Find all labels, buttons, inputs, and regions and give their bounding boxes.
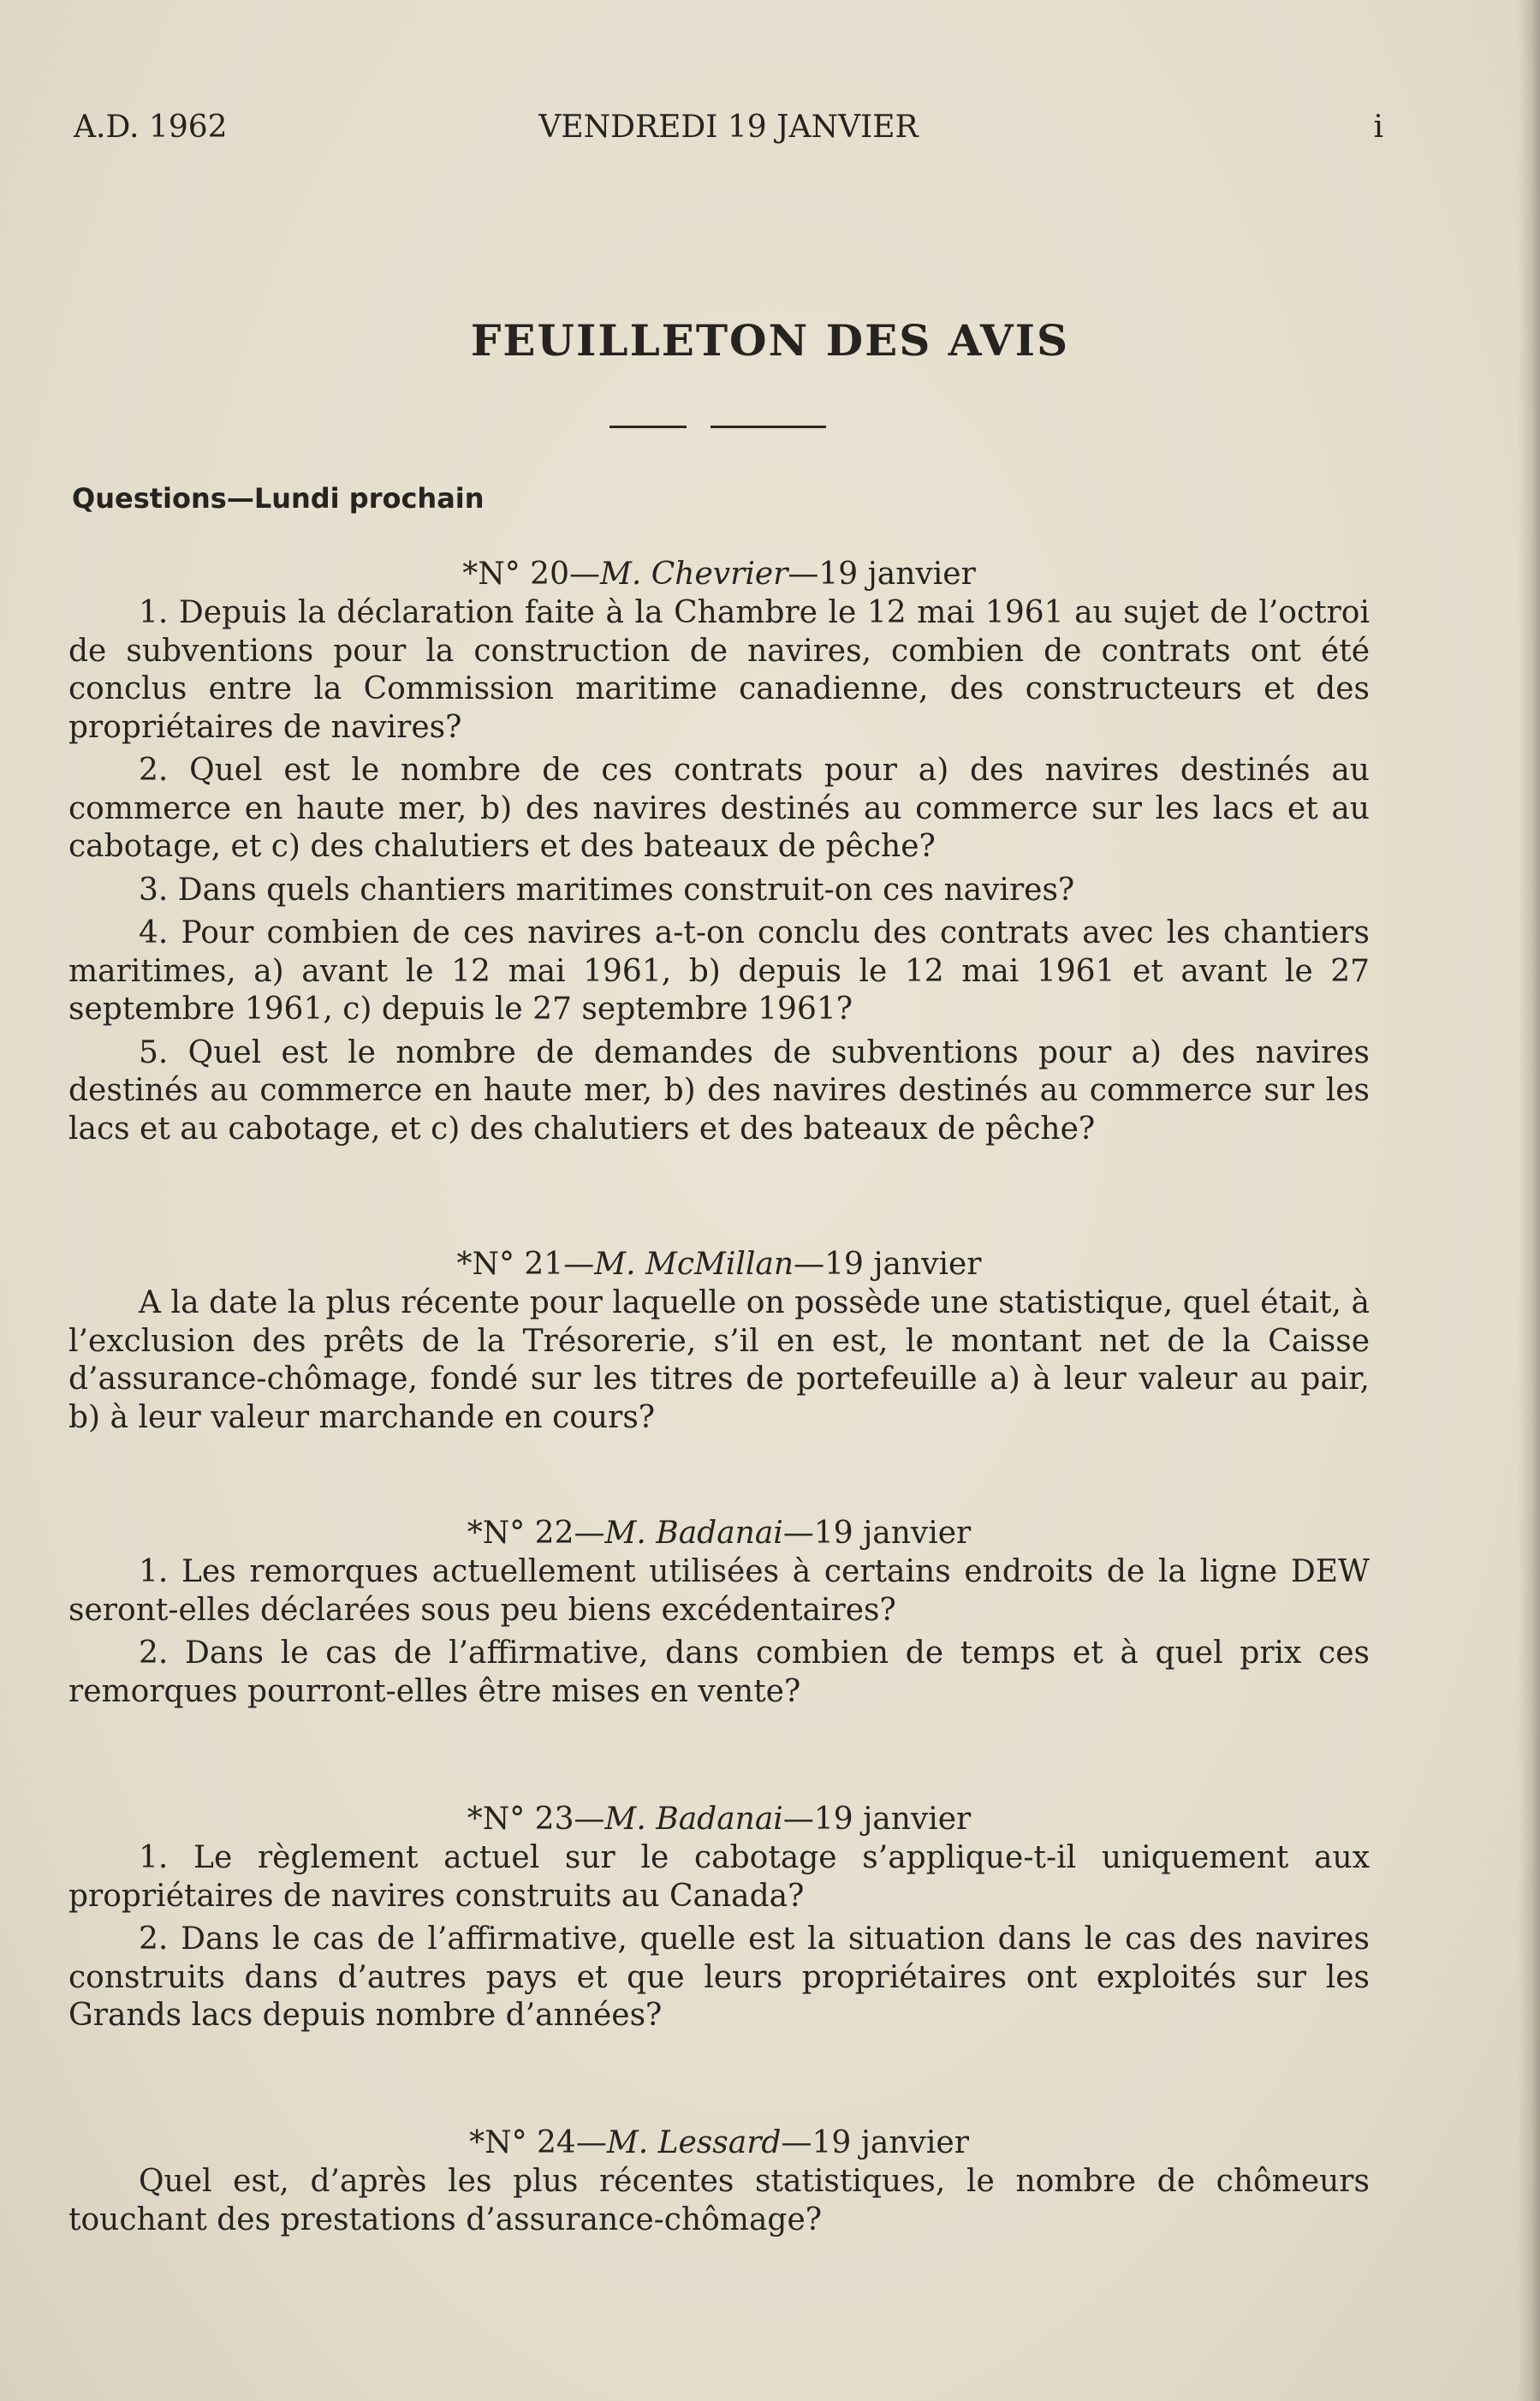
question-number: *N° 20— xyxy=(462,557,600,592)
question-21 xyxy=(68,1245,1370,1442)
question-heading xyxy=(68,1800,1370,1839)
question-paragraph: 2. Dans le cas de l’affirmative, quelle est la situation dans le cas des navires construits dans d’autres pays et que leurs propriétaires ont exploités sur les Grands lacs depuis nombre d’années? xyxy=(68,1921,1370,2033)
question-paragraph: 3. Dans quels chantiers maritimes construit-on ces navires? xyxy=(139,872,1075,908)
running-header xyxy=(74,110,1383,151)
question-20 xyxy=(68,555,1370,1153)
question-paragraph: Quel est, d’après les plus récentes statistiques, le nombre de chômeurs touchant des prestations d’assurance-chômage? xyxy=(68,2164,1370,2237)
page-title: FEUILLETON DES AVIS xyxy=(470,315,1070,366)
question-paragraph: A la date la plus récente pour laquelle on possède une statistique, quel était, à l’exclusion des prêts de la Trésorerie, s’il en est, le montant net de la Caisse d’assurance-chômage, fondé sur les titres de portefeuille a) à leur valeur au pair, b) à leur valeur marchande en cours? xyxy=(68,1285,1370,1435)
question-heading xyxy=(68,1245,1370,1284)
question-paragraph: 1. Les remorques actuellement utilisées à certains endroits de la ligne DEW seront-elles déclarées sous peu biens excédentaires? xyxy=(68,1554,1370,1628)
question-22 xyxy=(68,1514,1370,1716)
question-number: *N° 24— xyxy=(469,2125,607,2160)
question-member: M. Chevrier xyxy=(599,557,788,592)
section-heading: Questions—Lundi prochain xyxy=(72,482,485,515)
header-page-number: i xyxy=(1373,110,1383,145)
question-paragraph: 5. Quel est le nombre de demandes de subventions pour a) des navires destinés au commerce en haute mer, b) des navires destinés au commerce sur les lacs et au cabotage, et c) des chalutiers et des bateaux de pêche? xyxy=(68,1034,1370,1147)
question-heading xyxy=(68,1514,1370,1553)
question-number: *N° 22— xyxy=(467,1516,605,1551)
title-rule-right xyxy=(711,426,826,428)
title-rule-left xyxy=(609,426,687,428)
question-number: *N° 21— xyxy=(456,1247,595,1282)
question-date: —19 janvier xyxy=(781,2125,969,2160)
question-date: —19 janvier xyxy=(794,1247,982,1282)
question-paragraph: 1. Le règlement actuel sur le cabotage s’applique-t-il uniquement aux propriétaires de navires construits au Canada? xyxy=(68,1840,1370,1914)
question-heading xyxy=(68,555,1370,594)
question-date: —19 janvier xyxy=(788,557,976,592)
question-paragraph: 1. Depuis la déclaration faite à la Chambre le 12 mai 1961 au sujet de l’octroi de subventions pour la construction de navires, combien de contrats ont été conclus entre la Commission maritime canadienne, des constructeurs et des propriétaires de navires? xyxy=(68,595,1370,745)
question-23 xyxy=(68,1800,1370,2041)
question-member: M. McMillan xyxy=(594,1247,794,1282)
header-date: VENDREDI 19 JANVIER xyxy=(538,110,919,145)
question-paragraph: 4. Pour combien de ces navires a-t-on conclu des contrats avec les chantiers maritimes, a) avant le 12 mai 1961, b) depuis le 12 mai 1961 et avant le 27 septembre 1961, c) depuis le 27 septembre 1961? xyxy=(68,915,1370,1027)
question-paragraph: 2. Quel est le nombre de ces contrats pour a) des navires destinés au commerce en haute mer, b) des navires destinés au commerce sur les lacs et au cabotage, et c) des chalutiers et des bateaux de pêche? xyxy=(68,753,1370,864)
question-paragraph: 2. Dans le cas de l’affirmative, dans combien de temps et à quel prix ces remorques pourront-elles être mises en vente? xyxy=(68,1635,1370,1709)
question-date: —19 janvier xyxy=(782,1516,972,1551)
question-member: M. Badanai xyxy=(604,1802,783,1837)
question-date: —19 janvier xyxy=(782,1802,972,1837)
question-member: M. Badanai xyxy=(604,1516,783,1551)
question-heading xyxy=(68,2124,1370,2163)
question-24 xyxy=(68,2124,1370,2244)
question-number: *N° 23— xyxy=(467,1802,605,1837)
header-year: A.D. 1962 xyxy=(74,110,228,145)
question-member: M. Lessard xyxy=(606,2125,782,2160)
